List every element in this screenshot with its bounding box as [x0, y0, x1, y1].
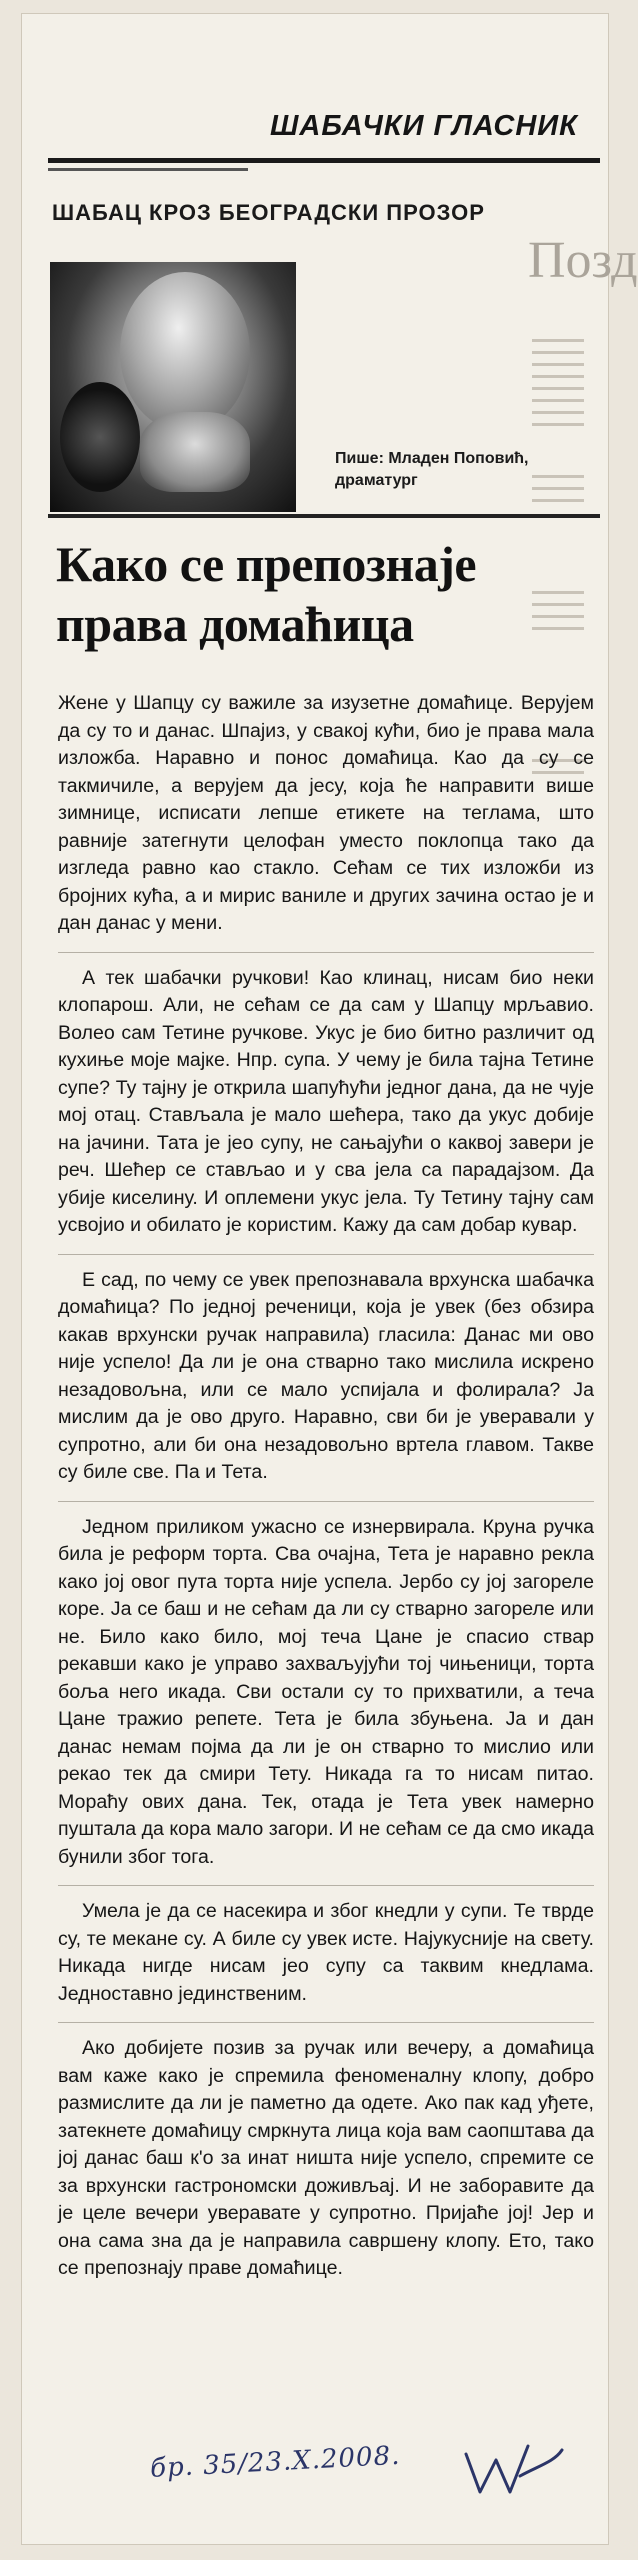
byline-author: Пише: Младен Поповић,: [335, 450, 529, 467]
author-photo: [50, 262, 296, 512]
handwritten-issue-note: бр. 35/23.Х.2008.: [149, 2440, 402, 2484]
masthead-rule-thin: [48, 168, 248, 171]
masthead: ШАБАЧКИ ГЛАСНИК: [270, 110, 578, 142]
section-title: ШАБАЦ КРОЗ БЕОГРАДСКИ ПРОЗОР: [52, 200, 485, 225]
paragraph-divider: [58, 1501, 594, 1502]
paragraph-1: Жене у Шапцу су важиле за изузетне домаћице. Верујем да су то и данас. Шпајиз, у свакој кући, био је права мала изложба. Наравно и понос домаћица. Као да су се такмичиле, а верујем да јесу, која ће направити више зимнице, исписати лепше етикете на теглама, што равније затегнути целофан уместо поклопца тако да изгледа равно као стакло. Сећам се тих изложби из бројних кућа, а и мирис ваниле и других зачина остао је и дан данас у мени.: [58, 692, 594, 934]
signature-icon: [458, 2436, 568, 2506]
microphone-shape: [60, 382, 140, 492]
byline-role: драматург: [335, 472, 418, 489]
author-head-shape: [120, 272, 250, 432]
masthead-rule: [48, 158, 600, 163]
byline: [335, 448, 595, 492]
paragraph-divider: [58, 2022, 594, 2023]
author-fist-shape: [140, 412, 250, 492]
signature-mark: [458, 2436, 568, 2511]
headline-rule: [48, 514, 600, 518]
adjacent-headline-fragment: Позд: [528, 232, 638, 289]
paragraph-divider: [58, 1254, 594, 1255]
paragraph-divider: [58, 952, 594, 953]
paragraph-2: А тек шабачки ручкови! Као клинац, нисам био неки клопарош. Али, не сећам се да сам у Шапцу мрљавио. Волео сам Тетине ручкове. Укус је био битно различит од кухиње моје мајке. Нпр. супа. У чему је била тајна Тетине супе? Ту тајну је открила шапућући једног дана, да не чује мој отац. Стављала је мало шећера, тако да укус добије на јачини. Тата је јео супу, не сањајући о каквој завери је реч. Шећер се стављао и у сва јела са парадајзом. Да убије киселину. И оплемени укус јела. Ту Тетину тајну сам усвојио и обилато је користим. Кажу да сам добар кувар.: [58, 966, 594, 1236]
paragraph-divider: [58, 1885, 594, 1886]
article-body: [58, 690, 594, 2297]
headline-line-1: Како се препознаје: [56, 536, 477, 592]
headline: [56, 534, 596, 654]
paragraph-4: Једном приликом ужасно се изнервирала. Круна ручка била је реформ торта. Сва очајна, Тета је наравно рекла како јој овог пута торта није успела. Јербо су јој загореле коре. Ја се баш и не сећам да ли су стварно загореле или не. Било како било, мој теча Цане је спасио ствар рекавши како је управо захваљујући тој чињеници, торта боља него икада. Сви остали су то прихватили, а теча Цане тражио репете. Тета је била збуњена. Ја и дан данас немам појма да ли је он стварно то мислио или рекао тек да смири Тету. Никада га то нисам питао. Мораћу ових дана. Тек, отада је Тета увек намерно пуштала да кора мало загори. И не сећам се да смо икада бунили због тога.: [58, 1515, 594, 1868]
paragraph-6: Ако добијете позив за ручак или вечеру, а домаћица вам каже како је спремила феноменалну клопу, добро размислите да ли је паметно да одете. Ако пак кад уђете, затекнете домаћицу смркнута лица која вам саопштава да јој данас баш к'о за инат ништа није успело, спремите се за врхунски гастрономски доживљај. И не заборавите да је целе вечери уверавате у супротно. Пријаће јој! Јер и она сама зна да је направила савршену клопу. Ето, тако се препознају праве домаћице.: [58, 2037, 594, 2279]
paragraph-5: Умела је да се насекира и због кнедли у супи. Те тврде су, те мекане су. А биле су увек исте. Најукусније на свету. Никада нигде нисам јео супу са таквим кнедлама. Једноставно јединственим.: [58, 1900, 594, 2005]
headline-line-2: права домаћица: [56, 596, 414, 652]
paragraph-3: Е сад, по чему се увек препознавала врхунска шабачка домаћица? По једној реченици, која је увек (без обзира какав врхунски ручак направила) гласила: Данас ми ово није успело! Да ли је она стварно тако мислила искрено незадовољна, или се мало успијала и фолирала? Ја мислим да је ово друго. Наравно, сви би је уверавали у супротно, али би она незадовољно вртела главом. Такве су биле све. Па и Тета.: [58, 1268, 594, 1483]
